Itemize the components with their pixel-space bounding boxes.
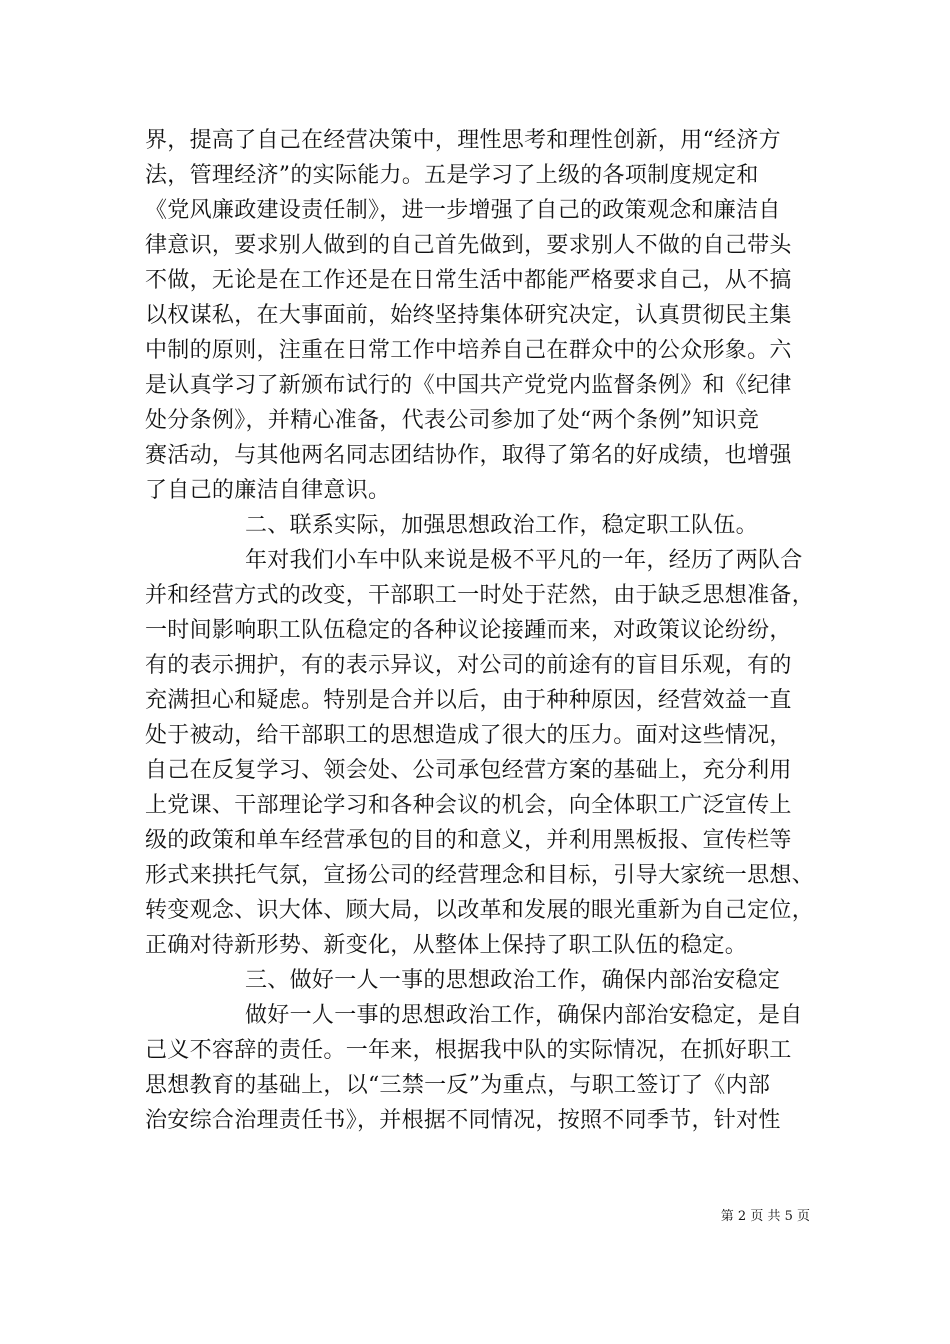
text-line: 思想教育的基础上，以“三禁一反”为重点，与职工签订了《内部 — [145, 1073, 771, 1098]
text-line: 上党课、干部理论学习和各种会议的机会，向全体职工广泛宣传上 — [145, 793, 792, 818]
text-line: 一时间影响职工队伍稳定的各种议论接踵而来，对政策议论纷纷， — [145, 618, 792, 643]
text-line: 并和经营方式的改变，干部职工一时处于茫然，由于缺乏思想准备， — [145, 583, 815, 608]
text-line: 年对我们小车中队来说是极不平凡的一年，经历了两队合 — [245, 548, 803, 573]
text-line: 有的表示拥护，有的表示异议，对公司的前途有的盲目乐观，有的 — [145, 653, 792, 678]
text-line: 中制的原则，注重在日常工作中培养自己在群众中的公众形象。六 — [145, 338, 792, 363]
text-line: 是认真学习了新颁布试行的《中国共产党党内监督条例》和《纪律 — [145, 373, 792, 398]
text-line: 转变观念、识大体、顾大局，以改革和发展的眼光重新为自己定位， — [145, 898, 815, 923]
text-line: 正确对待新形势、新变化，从整体上保持了职工队伍的稳定。 — [145, 933, 748, 958]
text-line: 界，提高了自己在经营决策中，理性思考和理性创新，用“经济方 — [145, 128, 781, 153]
text-line: 处分条例》，并精心准备，代表公司参加了处“两个条例”知识竞 — [145, 408, 760, 433]
text-line: 处于被动，给干部职工的思想造成了很大的压力。面对这些情况， — [145, 723, 792, 748]
text-line: 做好一人一事的思想政治工作，确保内部治安稳定，是自 — [245, 1003, 803, 1028]
text-line: 《党风廉政建设责任制》，进一步增强了自己的政策观念和廉洁自 — [145, 198, 781, 223]
text-line: 形式来拱托气氛，宣扬公司的经营理念和目标，引导大家统一思想、 — [145, 863, 815, 888]
text-line: 律意识，要求别人做到的自己首先做到，要求别人不做的自己带头 — [145, 233, 792, 258]
text-line: 自己在反复学习、领会处、公司承包经营方案的基础上，充分利用 — [145, 758, 792, 783]
text-line: 以权谋私，在大事面前，始终坚持集体研究决定，认真贯彻民主集 — [145, 303, 792, 328]
page-number-footer: 第 2 页 共 5 页 — [720, 1209, 810, 1224]
text-line: 不做，无论是在工作还是在日常生活中都能严格要求自己，从不搞 — [145, 268, 792, 293]
text-line: 充满担心和疑虑。特别是合并以后，由于种种原因，经营效益一直 — [145, 688, 792, 713]
text-line: 法，管理经济”的实际能力。五是学习了上级的各项制度规定和 — [145, 163, 759, 188]
section-heading: 三、做好一人一事的思想政治工作，确保内部治安稳定 — [245, 968, 781, 993]
text-line: 了自己的廉洁自律意识。 — [145, 478, 391, 503]
text-line: 治安综合治理责任书》，并根据不同情况，按照不同季节，针对性 — [145, 1108, 781, 1133]
text-line: 赛活动，与其他两名同志团结协作，取得了第名的好成绩，也增强 — [145, 443, 792, 468]
text-line: 己义不容辞的责任。一年来，根据我中队的实际情况，在抓好职工 — [145, 1038, 792, 1063]
text-line: 级的政策和单车经营承包的目的和意义，并利用黑板报、宣传栏等 — [145, 828, 792, 853]
section-heading: 二、联系实际，加强思想政治工作，稳定职工队伍。 — [245, 513, 758, 538]
